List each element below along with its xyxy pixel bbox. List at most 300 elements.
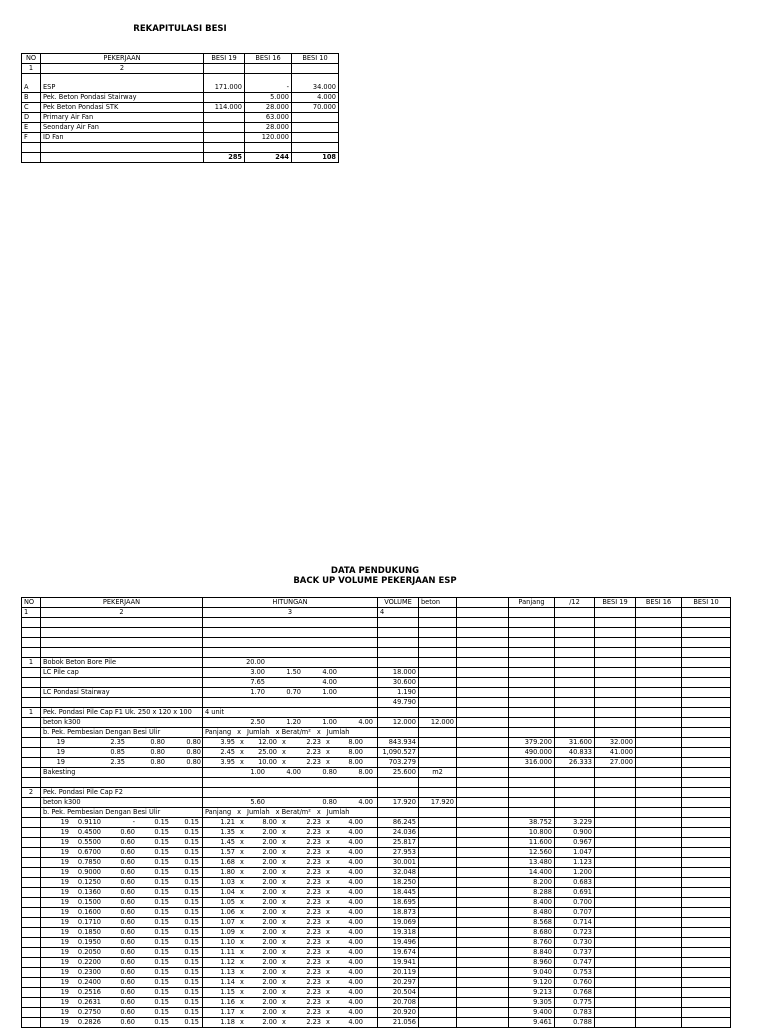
- calc-value: 4.00: [348, 898, 363, 906]
- dimension-value: 19: [60, 958, 69, 966]
- row-label: LC Pile cap: [41, 668, 203, 678]
- spacer-row: [22, 648, 731, 658]
- calc-value: 1.10: [220, 938, 235, 946]
- dimension-value: 0.2300: [77, 968, 101, 976]
- table-row: [22, 688, 731, 698]
- section-row: [22, 788, 731, 798]
- besi10-cell: [682, 838, 731, 848]
- empty-cell: [419, 618, 457, 628]
- besi16-cell: [636, 978, 682, 988]
- empty-cell: [555, 668, 595, 678]
- div12-cell: 0.768: [555, 988, 595, 998]
- calc-value: 4.00: [348, 908, 363, 916]
- calc-value: 2.00: [262, 848, 277, 856]
- empty-cell: [682, 638, 731, 648]
- calc-value: 4.00: [348, 968, 363, 976]
- dimension-value: 19: [60, 978, 69, 986]
- empty-cell: [509, 778, 555, 788]
- empty-cell: [203, 628, 378, 638]
- besi19-cell: [595, 988, 636, 998]
- empty-cell: [22, 968, 41, 978]
- dimension-value: 0.2400: [77, 978, 101, 986]
- dimension-value: 0.15: [154, 928, 169, 936]
- calc-value: 4.00: [348, 888, 363, 896]
- table-row: [22, 998, 731, 1008]
- row-besi16: -: [245, 83, 292, 93]
- multiply-sign: x: [326, 848, 330, 856]
- empty-cell: [419, 1008, 457, 1018]
- empty-cell: [22, 748, 41, 758]
- hitungan-cell: [203, 878, 378, 888]
- empty-cell: [555, 768, 595, 778]
- calc-value: 2.00: [262, 988, 277, 996]
- row-pekerjaan: ID Fan: [41, 133, 204, 143]
- empty-cell: [457, 798, 509, 808]
- dimension-value: 0.15: [154, 868, 169, 876]
- empty-cell: [636, 638, 682, 648]
- section-title: Pek. Pondasi Pile Cap F2: [41, 788, 203, 798]
- empty-cell: [22, 738, 41, 748]
- table-row: [22, 133, 339, 143]
- row-besi10: 4.000: [292, 93, 339, 103]
- panjang-cell: 8.568: [509, 918, 555, 928]
- besi16-cell: [636, 758, 682, 768]
- rekap-spacer-row: [22, 143, 339, 153]
- units-cell: [203, 788, 378, 798]
- panjang-cell: 490.000: [509, 748, 555, 758]
- empty-cell: [419, 938, 457, 948]
- empty-cell: [457, 818, 509, 828]
- rekap-sub-4: [245, 64, 292, 74]
- dimension-cell: [41, 928, 203, 938]
- besi19-cell: [595, 838, 636, 848]
- empty-cell: [378, 638, 419, 648]
- volume-cell: 843.934: [378, 738, 419, 748]
- empty-cell: [595, 618, 636, 628]
- multiply-sign: x: [240, 988, 244, 996]
- empty-cell: [457, 918, 509, 928]
- volume-cell: 703.279: [378, 758, 419, 768]
- besi16-cell: [636, 908, 682, 918]
- dimension-cell: [41, 748, 203, 758]
- dimension-value: 0.60: [120, 948, 135, 956]
- dimension-value: 0.60: [120, 868, 135, 876]
- multiply-sign: x: [240, 888, 244, 896]
- hitungan-value: [337, 658, 373, 667]
- dimension-value: 0.2826: [77, 1018, 101, 1026]
- besi10-cell: [682, 1018, 731, 1028]
- calc-header: [203, 808, 378, 818]
- calc-value: 2.23: [306, 918, 321, 926]
- row-label: [41, 698, 203, 708]
- besi19-cell: [595, 1008, 636, 1018]
- row-besi19: [204, 113, 245, 123]
- empty-cell: [509, 788, 555, 798]
- calc-value: 2.23: [306, 928, 321, 936]
- dimension-value: 0.15: [184, 938, 199, 946]
- besi16-cell: [636, 998, 682, 1008]
- empty-cell: [555, 638, 595, 648]
- calc-value: 4.00: [348, 948, 363, 956]
- besi16-cell: [636, 898, 682, 908]
- panjang-cell: 9.305: [509, 998, 555, 1008]
- besi19-cell: [595, 948, 636, 958]
- volume-cell: 30.001: [378, 858, 419, 868]
- calc-value: 4.00: [348, 938, 363, 946]
- multiply-sign: x: [326, 998, 330, 1006]
- multiply-sign: x: [326, 828, 330, 836]
- empty-cell: [419, 788, 457, 798]
- pembesian-label: b. Pek. Pembesian Dengan Besi Ulir: [41, 808, 203, 818]
- calc-value: 12.00: [258, 738, 277, 746]
- row-besi10: [292, 133, 339, 143]
- multiply-sign: x: [282, 958, 286, 966]
- empty-cell: [22, 618, 41, 628]
- calc-header-item: Jumlah: [247, 728, 270, 736]
- dimension-cell: [41, 958, 203, 968]
- besi10-cell: [682, 998, 731, 1008]
- empty-cell: [682, 778, 731, 788]
- table-row: [22, 1018, 731, 1028]
- volume-cell: 19.674: [378, 948, 419, 958]
- dimension-value: 0.15: [184, 828, 199, 836]
- div12-cell: 0.700: [555, 898, 595, 908]
- volume-cell: 1.190: [378, 688, 419, 698]
- multiply-sign: x: [240, 848, 244, 856]
- beton-label: beton k300: [41, 718, 203, 728]
- hitungan-value: 1.20: [286, 718, 301, 726]
- hitungan-cell: [203, 748, 378, 758]
- calc-value: 2.23: [306, 878, 321, 886]
- empty-cell: [682, 718, 731, 728]
- multiply-sign: x: [240, 1018, 244, 1026]
- dimension-value: 0.80: [150, 738, 165, 746]
- div12-cell: 0.691: [555, 888, 595, 898]
- besi10-cell: [682, 918, 731, 928]
- row-pekerjaan: Pek. Beton Pondasi Stairway: [41, 93, 204, 103]
- multiply-sign: x: [326, 898, 330, 906]
- dimension-value: 0.15: [184, 888, 199, 896]
- bekesting-label: Bakesting: [41, 768, 203, 778]
- hitungan-value: 3.00: [250, 668, 265, 676]
- empty-cell: [419, 1018, 457, 1028]
- hitungan-value: [337, 678, 373, 687]
- empty-cell: [555, 778, 595, 788]
- dimension-value: 0.15: [184, 848, 199, 856]
- empty-cell: [419, 668, 457, 678]
- calc-value: 4.00: [348, 998, 363, 1006]
- multiply-sign: x: [240, 898, 244, 906]
- pendukung-title-line2: BACK UP VOLUME PEKERJAAN ESP: [293, 576, 457, 586]
- empty-cell: [22, 648, 41, 658]
- multiply-sign: x: [326, 1018, 330, 1026]
- empty-cell: [22, 678, 41, 688]
- hitungan-cell: [203, 898, 378, 908]
- div12-cell: 3.229: [555, 818, 595, 828]
- volume-cell: 20.920: [378, 1008, 419, 1018]
- empty-cell: [509, 648, 555, 658]
- table-row: [22, 948, 731, 958]
- empty-cell: [457, 658, 509, 668]
- beton-row: [22, 798, 731, 808]
- dimension-cell: [41, 938, 203, 948]
- besi10-cell: [682, 738, 731, 748]
- calc-header-item: x Berat/m²: [275, 728, 311, 736]
- dimension-value: 0.9000: [77, 868, 101, 876]
- div12-cell: 1.123: [555, 858, 595, 868]
- div12-cell: 0.775: [555, 998, 595, 1008]
- calc-value: 2.23: [306, 748, 321, 756]
- row-no: F: [22, 133, 41, 143]
- beton-cell: 17.920: [419, 798, 457, 808]
- div12-cell: 1.047: [555, 848, 595, 858]
- calc-value: 2.00: [262, 888, 277, 896]
- row-no: B: [22, 93, 41, 103]
- hitungan-cell: [203, 888, 378, 898]
- besi19-cell: [595, 968, 636, 978]
- row-besi10: 70.000: [292, 103, 339, 113]
- empty-cell: [22, 818, 41, 828]
- panjang-cell: 9.120: [509, 978, 555, 988]
- dimension-value: 0.15: [184, 968, 199, 976]
- div12-cell: 0.714: [555, 918, 595, 928]
- empty-cell: [22, 828, 41, 838]
- dimension-value: 0.15: [154, 878, 169, 886]
- empty-cell: [636, 668, 682, 678]
- besi16-cell: [636, 738, 682, 748]
- pendukung-body: [22, 598, 731, 1028]
- empty-cell: [636, 698, 682, 708]
- empty-cell: [555, 728, 595, 738]
- row-label: LC Pondasi Stairway: [41, 688, 203, 698]
- dimension-value: 0.1710: [77, 918, 101, 926]
- multiply-sign: x: [326, 958, 330, 966]
- empty-cell: [419, 758, 457, 768]
- multiply-sign: x: [326, 978, 330, 986]
- col-no: NO: [22, 598, 41, 608]
- dimension-value: 19: [60, 888, 69, 896]
- empty-cell: [682, 618, 731, 628]
- row-pekerjaan: Pek Beton Pondasi STK: [41, 103, 204, 113]
- calc-value: 2.00: [262, 928, 277, 936]
- table-row: [22, 958, 731, 968]
- besi16-cell: [636, 848, 682, 858]
- calc-value: 2.23: [306, 848, 321, 856]
- empty-cell: [457, 748, 509, 758]
- hitungan-value: 5.60: [250, 798, 265, 806]
- dimension-cell: [41, 818, 203, 828]
- empty-cell: [22, 728, 41, 738]
- empty-cell: [555, 688, 595, 698]
- calc-header-item: x: [237, 728, 242, 736]
- hitungan-cell: [203, 908, 378, 918]
- dimension-value: 0.60: [120, 1018, 135, 1026]
- multiply-sign: x: [240, 868, 244, 876]
- calc-header-item: x: [316, 728, 321, 736]
- calc-value: 1.09: [220, 928, 235, 936]
- empty-cell: [419, 898, 457, 908]
- empty-cell: [419, 648, 457, 658]
- row-pekerjaan: Primary Air Fan: [41, 113, 204, 123]
- calc-value: 2.00: [262, 968, 277, 976]
- empty-cell: [509, 808, 555, 818]
- dimension-value: 0.60: [120, 958, 135, 966]
- table-row: [22, 918, 731, 928]
- multiply-sign: x: [282, 908, 286, 916]
- table-row: [22, 1008, 731, 1018]
- total-besi10: 108: [292, 153, 339, 163]
- hitungan-cell: [203, 798, 378, 808]
- calc-value: 4.00: [348, 818, 363, 826]
- empty-cell: [22, 638, 41, 648]
- empty-cell: [636, 658, 682, 668]
- table-row: [22, 698, 731, 708]
- empty-cell: [22, 808, 41, 818]
- hitungan-value: 0.80: [322, 768, 337, 776]
- empty-cell: [555, 678, 595, 688]
- col-besi10: BESI 10: [682, 598, 731, 608]
- empty-cell: [555, 628, 595, 638]
- calc-value: 4.00: [348, 928, 363, 936]
- dimension-cell: [41, 988, 203, 998]
- multiply-sign: x: [326, 1008, 330, 1016]
- multiply-sign: x: [240, 958, 244, 966]
- empty-cell: [22, 718, 41, 728]
- dimension-value: 19: [60, 918, 69, 926]
- volume-cell: 21.056: [378, 1018, 419, 1028]
- div12-cell: 0.747: [555, 958, 595, 968]
- multiply-sign: x: [326, 938, 330, 946]
- multiply-sign: x: [282, 938, 286, 946]
- sub-2: 2: [41, 608, 203, 618]
- dimension-value: 0.80: [186, 758, 201, 766]
- multiply-sign: x: [240, 858, 244, 866]
- empty-cell: [555, 698, 595, 708]
- empty-cell: [682, 708, 731, 718]
- row-no: E: [22, 123, 41, 133]
- volume-cell: 19.069: [378, 918, 419, 928]
- hitungan-value: 4.00: [358, 718, 373, 726]
- besi16-cell: [636, 918, 682, 928]
- calc-value: 2.00: [262, 998, 277, 1006]
- dimension-value: 0.6700: [77, 848, 101, 856]
- calc-value: 1.16: [220, 998, 235, 1006]
- empty-cell: [419, 708, 457, 718]
- empty-cell: [419, 828, 457, 838]
- col-besi19: BESI 19: [595, 598, 636, 608]
- besi19-cell: [595, 908, 636, 918]
- dimension-value: 0.15: [184, 1008, 199, 1016]
- hitungan-value: [337, 668, 373, 677]
- calc-value: 2.00: [262, 838, 277, 846]
- dimension-value: 0.60: [120, 998, 135, 1006]
- empty-cell: [457, 978, 509, 988]
- rekap-table: [21, 53, 339, 163]
- empty-cell: [636, 628, 682, 638]
- panjang-cell: 8.680: [509, 928, 555, 938]
- besi16-cell: [636, 988, 682, 998]
- hitungan-value: 2.50: [250, 718, 265, 726]
- dimension-value: 0.15: [184, 958, 199, 966]
- hitungan-value: 1.50: [286, 668, 301, 676]
- besi19-cell: [595, 868, 636, 878]
- multiply-sign: x: [282, 968, 286, 976]
- dimension-value: 0.9110: [77, 818, 101, 826]
- besi19-cell: 27.000: [595, 758, 636, 768]
- dimension-value: 0.1850: [77, 928, 101, 936]
- empty-cell: [22, 688, 41, 698]
- empty-cell: [419, 968, 457, 978]
- hitungan-cell: [203, 1018, 378, 1028]
- empty-cell: [22, 798, 41, 808]
- dimension-value: 19: [60, 938, 69, 946]
- empty-cell: [22, 998, 41, 1008]
- volume-cell: 20.297: [378, 978, 419, 988]
- empty-cell: [682, 658, 731, 668]
- dimension-value: 19: [60, 968, 69, 976]
- volume-cell: 49.790: [378, 698, 419, 708]
- calc-value: 2.00: [262, 858, 277, 866]
- empty-cell: [419, 808, 457, 818]
- table-row: [22, 738, 731, 748]
- row-besi16: 28.000: [245, 103, 292, 113]
- table-row: [22, 83, 339, 93]
- multiply-sign: x: [282, 858, 286, 866]
- empty-cell: [457, 848, 509, 858]
- empty-cell: [378, 778, 419, 788]
- calc-header-item: Jumlah: [326, 808, 350, 816]
- multiply-sign: x: [282, 918, 286, 926]
- besi19-cell: [595, 898, 636, 908]
- dimension-value: 0.2631: [77, 998, 101, 1006]
- calc-value: 4.00: [348, 1008, 363, 1016]
- panjang-cell: 8.960: [509, 958, 555, 968]
- dimension-value: 0.15: [154, 978, 169, 986]
- section-no: 1: [22, 708, 41, 718]
- multiply-sign: x: [240, 918, 244, 926]
- volume-cell: 19.941: [378, 958, 419, 968]
- besi10-cell: [682, 978, 731, 988]
- empty-cell: [203, 638, 378, 648]
- dimension-value: 0.60: [120, 978, 135, 986]
- empty-cell: [457, 868, 509, 878]
- hitungan-value: 4.00: [286, 768, 301, 776]
- calc-value: 2.23: [306, 1008, 321, 1016]
- rekap-title: REKAPITULASI BESI: [133, 24, 227, 34]
- dimension-value: 0.80: [186, 748, 201, 756]
- dimension-cell: [41, 918, 203, 928]
- empty-cell: [457, 828, 509, 838]
- besi16-cell: [636, 818, 682, 828]
- rekap-col-pekerjaan: PEKERJAAN: [41, 54, 204, 64]
- hitungan-cell: [203, 998, 378, 1008]
- row-besi19: [204, 93, 245, 103]
- row-besi16: 63.000: [245, 113, 292, 123]
- rekap-header-row: [22, 54, 339, 64]
- empty-cell: [555, 648, 595, 658]
- empty-cell: [22, 858, 41, 868]
- empty-cell: [509, 798, 555, 808]
- sub-3: 3: [203, 608, 378, 618]
- rekap-total-row: [22, 153, 339, 163]
- table-row: [22, 878, 731, 888]
- dimension-value: 0.4500: [77, 828, 101, 836]
- dimension-value: 0.2050: [77, 948, 101, 956]
- dimension-value: 0.15: [184, 918, 199, 926]
- rekap-sub-3: [204, 64, 245, 74]
- empty-cell: [457, 648, 509, 658]
- dimension-value: 0.15: [154, 888, 169, 896]
